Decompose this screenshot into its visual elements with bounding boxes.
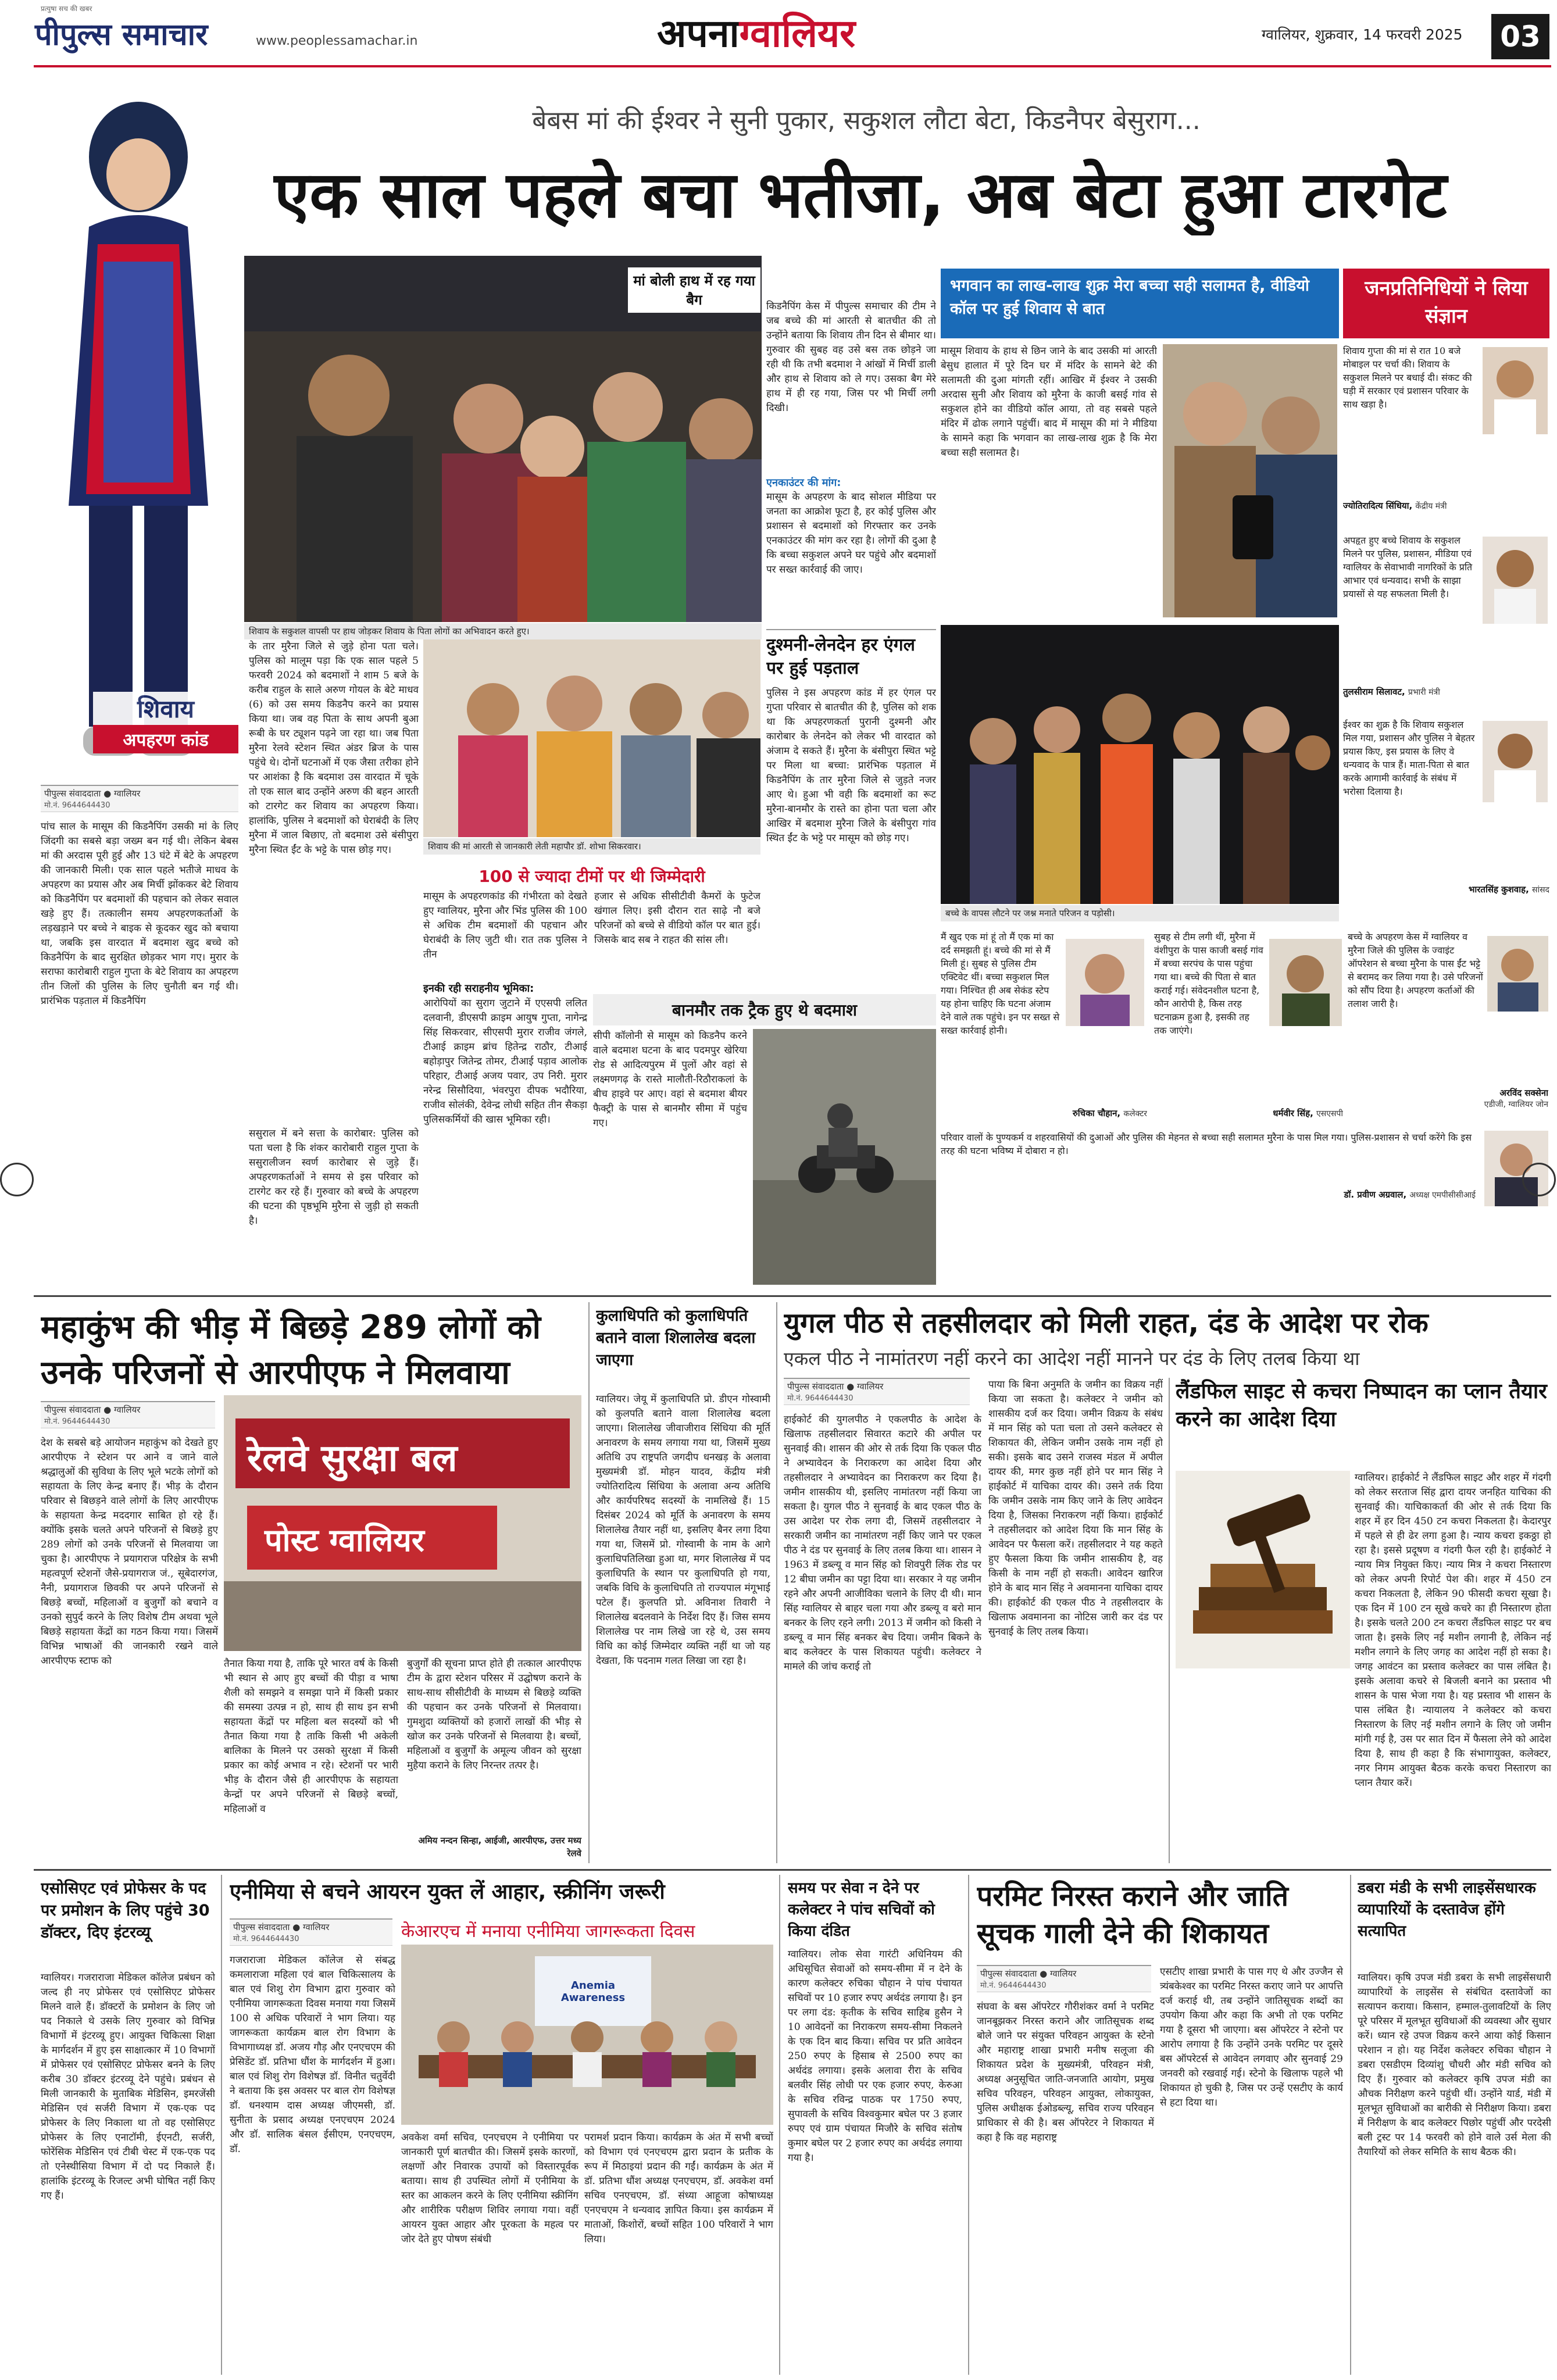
dabra-body: ग्वालियर। कृषि उपज मंडी डबरा के सभी लाइसेंसधारी व्यापारियों के लाइसेंस से संबंधित दस्तावेजों का सत्यापन कराया। किसान, हम्माल-तुलावटियों के लिए पूरे परिसर में मूलभूत सुविधाओं की व्यवस्था और सुधार करें। ध्यान रहे उपज विक्रय करने आया कोई किसान परेशान न हो। यह निर्देश कलेक्टर रुचिका चौहान ने डबरा एसडीएम दिव्यांशु चौधरी और मंडी सचिव को दिए हैं। गुरुवार को कलेक्टर कृषि उपज मंडी का औचक निरीक्षण करने पहुंची थीं। उन्होंने यार्ड, मंडी में मूलभूत सुविधाओं का बारीकी से निरीक्षण किया। डबरा में निरीक्षण के बाद कलेक्टर पिछोर पहुंचीं और परदेसी बली ट्रस्ट पर 14 फरवरी को होने वाले उर्स मेला की तैयारियों को लेकर समिति के साथ बैठक की। [1358, 1972, 1551, 2158]
avatar-kushwah [1483, 721, 1548, 802]
kulaadhi-headline: कुलाधिपति को कुलाधिपति बताने वाला शिलालेख बदला जाएगा [596, 1307, 756, 1369]
yugal-headline: युगल पीठ से तहसीलदार को मिली राहत, दंड के आदेश पर रोक [784, 1307, 1429, 1339]
dushmani-body: पुलिस ने इस अपहरण कांड में हर एंगल पर गुप्ता परिवार से बातचीत की है, पुलिस को शक था कि अपहरणकर्ता पुरानी दुश्मनी और कारोबार के लेनदेन को लेकर भी वारदात को अंजाम दे सकते हैं। मुरैना के बंसीपुरा स्थित भट्टे पर मिला था बच्चा: प्रारंभिक पड़ताल में किडनैपिंग के तार मुरैना जिले से जुड़ते नजर आए थे। हुआ भी वही कि बदमाशों का रूट मुरैना-बानमौर के रास्ते का होना पता चला और आखिर में बदमाश मुरैना जिले के बंसीपुरा गांव स्थित ईंट के भट्टे पर मासूम को छोड़ गए। [766, 687, 936, 844]
quote-collector-name: रुचिका चौहान, कलेक्टर [1072, 1108, 1147, 1118]
badge-name: शिवाय [93, 692, 238, 725]
baanmor-body: सीपी कॉलोनी से मासूम को किडनैप करने वाले बदमाश घटना के बाद पदमपुर खेरिया रोड से आदित्यपुरम में पुलों और वहां से लक्ष्मणगढ़ के रास्ते मालौती-रिठौराकलां के बीच हाइवे पर आए। वहां से बदमाश बीयर फैक्ट्री के पास से बानमौर सीमा में पहुंच गए। [593, 1030, 747, 1129]
quote-collector-text: मैं खुद एक मां हूं तो मैं एक मां का दर्द समझती हूं। बच्चे की मां से मैं मिली हूं। सुबह से पुलिस टीम एक्टिवेट थीं। बच्चा सकुशल मिल गया। निश्चित ही अब सेकंड स्टेप यह होना चाहिए कि घटना अंजाम देने वाले तक पहुंचे। इन पर सख्त से सख्त कार्रवाई होनी। [941, 931, 1060, 1036]
avatar-ssp [1269, 939, 1342, 1026]
s100-body: मासूम के अपहरणकांड की गंभीरता को देखते हुए ग्वालियर, मुरैना और भिंड पुलिस की 100 से अधिक टीम बदमाशों की पहचान और घेराबंदी के लिए जुटी थी। रात तक पुलिस ने तीन [423, 891, 587, 960]
jan-item-1-text: शिवाय गुप्ता की मां से रात 10 बजे मोबाइल पर चर्चा की। शिवाय के सकुशल मिलने पर बधाई दी। संकट की घड़ी में सरकार एवं प्रशासन परिवार के साथ खड़ा है। [1343, 345, 1472, 410]
quote-ssp-name: धर्मवीर सिंह, एसएसपी [1273, 1108, 1343, 1118]
mother-box-head: मां बोली हाथ में रह गया बैग [628, 267, 760, 313]
photo3-caption: बच्चे के वापस लौटने पर जश्न मनाते परिजन व पड़ोसी। [941, 905, 1339, 921]
kulaadhi-body: ग्वालियर। जेयू में कुलाधिपति प्रो. डीएन गोस्वामी को कुलपति बताने वाला शिलालेख बदला जाएगा। शिलालेख जीवाजीराव सिंधिया की मूर्ति अनावरण के समय लगाया गया था, जिसमें मुख्य अतिथि उप राष्ट्रपति जगदीप धनखड़ के अलावा मुख्यमंत्री डॉ. मोहन यादव, केंद्रीय मंत्री ज्योतिरादित्य सिंधिया के अलावा अन्य अतिथि और कार्यपरिषद सदस्यों के नामलिखे हैं। 15 दिसंबर 2024 को मूर्ति के अनावरण के समय शिलालेख तैयार नहीं था, इसलिए बैनर लगा दिया गया था, जिसमें प्रो. गोस्वामी के नाम के आगे कुलाधिपतिलिखा हुआ था, मगर शिलालेख में पद कुलाधिपति के स्थान पर कुलाधिपति हो गया, जबकि विधि के कुलाधिपति तो राज्यपाल मंगूभाई पटेल हैं। कुलपति प्रो. अविनाश तिवारी ने शिलालेख बदलवाने के निर्देश दिए हैं। जिस समय शिलालेख पर नाम लिखे जा रहे थे, उस समय विधि का कोई जिम्मेदार व्यक्ति नहीं था जो यह देखता, कि पदनाम गलत लिखा जा रहा है। [596, 1393, 770, 1667]
s100-head: 100 से ज्यादा टीमों पर थी जिम्मेदारी [478, 867, 705, 886]
jan-item-3-name: भारतसिंह कुशवाह, सांसद [1468, 884, 1549, 895]
website-link[interactable]: www.peoplessamachar.in [256, 34, 418, 48]
dabra-headline: डबरा मंडी के सभी लाइसेंसधारक व्यापारियों के दस्तावेज होंगे सत्यापित [1358, 1879, 1536, 1940]
quote-mpccia-text: परिवार वालों के पुण्यकर्म व शहरवासियों की दुआओं और पुलिस की मेहनत से बच्चा सही सलामत मुरैना के पास मिल गया। पुलिस-प्रशासन से चर्चा करेंगे कि इस तरह की घटना भविष्य में दोबारा न हो। [941, 1132, 1472, 1156]
avatar-scindia [1483, 347, 1548, 434]
logo[interactable]: पीपुल्स समाचार [35, 17, 208, 52]
avatar-collector [1066, 939, 1144, 1026]
encounter-head: एनकाउंटर की मांग: [766, 477, 841, 489]
yugal-deck: एकल पीठ ने नामांतरण नहीं करने का आदेश नहीं मानने पर दंड के लिए तलब किया था [784, 1348, 1360, 1370]
lead-headline: एक साल पहले बचा भतीजा, अब बेटा हुआ टारगेट [274, 158, 1447, 232]
child-photo [34, 87, 243, 785]
jan-item-1-name: ज्योतिरादित्य सिंधिया, केंद्रीय मंत्री [1343, 501, 1447, 511]
anemia-byline: पीपुल्स संवाददाता ● ग्वालियर मो.नं. 9644644430 [230, 1918, 392, 1946]
avatar-adg [1487, 936, 1548, 1012]
samay-body: ग्वालियर। लोक सेवा गारंटी अधिनियम की अधिसूचित सेवाओं को समय-सीमा में न देने के कारण कलेक्टर रुचिका चौहान ने पांच पंचायत सचिवों पर 10 हजार रुपए अर्थदंड लगाया है। इन पर लगा दंड: कृतीक के सचिव साहिब हुसैन ने 10 आवेदनों का निराकरण समय-सीमा निकलने के एक दिन बाद किया। सचिव पर प्रति आवेदन 250 रुपए के हिसाब से 2500 रुपए का अर्थदंड लगाया। इसके अलावा रीरा के सचिव बलवीर सिंह लोधी पर एक हजार रुपए, केरुआ के सचिव रविन्द्र पाठक पर 1750 रुपए, सुपावली के सचिव विश्वकुमार बघेल पर 3 हजार रुपए एवं ग्राम पंचायत मिजौरे के सचिव संतोष कुमार बघेल पर 2 हजार रुपए का अर्थदंड लगाया गया है। [788, 1949, 962, 2164]
photo-cctv-bike [753, 1029, 936, 1285]
badge-tag: अपहरण कांड [93, 725, 238, 753]
anemia-body1: गजराराजा मेडिकल कॉलेज से संबद्ध कमलाराजा महिला एवं बाल चिकित्सालय के बाल एवं शिशु रोग विभाग द्वारा गुरुवार को एनीमिया जागरूकता दिवस मनाया गया जिसमें 100 से अधिक परिवारों ने भाग लिया। यह जागरूकता कार्यक्रम बाल रोग विभाग के विभागाध्यक्ष डॉ. अजय गौड़ और एनएचएम की प्रेसिडेंट डॉ. प्रतिभा धौंश के मार्गदर्शन में हुआ। बाल एवं शिशु रोग विशेषज्ञ डॉ. विनीत चतुर्वेदी ने बताया कि इस अवसर पर बाल रोग विशेषज्ञ डॉ. धनश्याम दास अध्यक्ष जीएमसी, डॉ. सुनीता के प्रसाद अध्यक्ष एनएचएम 2024 और डॉ. सालिक बंसल ईसीएम, एनएचएम, डॉ. [230, 1954, 395, 2155]
lead-kicker: बेबस मां की ईश्वर ने सुनी पुकार, सकुशल लौटा बेटा, किडनैपर बेसुराग... [532, 106, 1201, 135]
divider [1169, 1378, 1170, 1863]
photo-video-call [1163, 344, 1337, 617]
jan-item-3 [1343, 718, 1549, 910]
mother-body: किडनैपिंग केस में पीपुल्स समाचार की टीम ने जब बच्चे की मां आरती से बातचीत की तो उन्होंने बताया कि शिवाय तीन दिन से बीमार था। गुरुवार की सुबह वह उसे बस तक छोड़ने जा रही थी कि तभी बदमाश ने आंखों में मिर्ची डाली और हाथ से शिवाय को ले गए। उसका बैग मेरे हाथ में ही रह गया, जिस पर भी मिर्ची लगी दिखी। [766, 301, 936, 414]
registration-mark [0, 1163, 34, 1196]
divider [1350, 1875, 1351, 2375]
photo-mayor [423, 639, 760, 837]
saraahniya-head: इनकी रही सराहनीय भूमिका: [423, 982, 534, 995]
thanks-head: भगवान का लाख-लाख शुक्र मेरा बच्चा सही सलामत है, वीडियो कॉल पर हुई शिवाय से बात [941, 269, 1339, 338]
masthead [0, 0, 1557, 70]
kumbh-signoff: अमिय नन्दन सिन्हा, आईजी, आरपीएफ, उत्तर मध्य रेलवे [418, 1835, 581, 1859]
dushmani-head: दुश्मनी-लेनदेन हर एंगल पर हुई पड़ताल [766, 635, 915, 678]
photo-celebration [941, 625, 1339, 904]
yugal-body1: हाईकोर्ट की युगलपीठ ने एकलपीठ के आदेश के खिलाफ तहसीलदार सिवारत कटारे की अपील पर सुनवाई की। शासन की ओर से तर्क दिया कि एकल पीठ ने अभ्यावेदन के निराकरण का आदेश दिया और तहसीलदार ने अभ्यावेदन का निराकरण कर दिया है। जमीन शासकीय थी, इसलिए नामांतरण नहीं किया जा सकता है। युगल पीठ ने सुनवाई के बाद एकल पीठ के उस आदेश पर रोक लगा दी, जिसमें तहसीलदार ने सरकारी जमीन का नामांतरण नहीं किए जाने पर एकल पीठ ने दंड पर सुनवाई के लिए तलब किया था। शासन ने 1963 में डब्ल्यू व मान सिंह को शिवपुरी लिंक रोड पर 12 बीघा जमीन का पट्टा दिया था। सरकार ने यह जमीन रहने और अपनी आजीविका चलाने के लिए दी थी। मान सिंह ग्वालियर से बाहर चला गया और डब्ल्यू व बरो मान बनकर के लिए रहने लगी। 2013 में जमीन को किसी ने डब्ल्यू व मान सिंह बनकर बेच दिया। जमीन बिकने के बाद कलेक्टर के पास शिकायत पहुंची। कलेक्टर ने मामले की जांच कराई तो [784, 1414, 981, 1673]
mid-bottom-rule [34, 1869, 1551, 1871]
landfill-headline: लैंडफिल साइट से कचरा निष्पादन का प्लान तैयार करने का आदेश दिया [1176, 1380, 1547, 1431]
page-number: 03 [1491, 14, 1549, 59]
kumbh-body2: तैनात किया गया है, ताकि पूरे भारत वर्ष के किसी भी स्थान से आए हुए बच्चों की पीड़ा व भाषा शैली को समझने व समझा पाने में किसी प्रकार की समस्या उत्पन्न न हो, साथ ही साथ इन सभी सहायता केंद्रों पर महिला बल सदस्यों को भी तैनात किया गया है ताकि किसी भी अकेली बालिका के मिलने पर उसको सुरक्षा में किसी प्रकार का कोई अभाव न रहे। स्टेशनों पर भारी भीड़ के दौरान जैसे ही आरपीएफ के सहायता केन्द्रों पर अपने परिजनों से बिछड़े बच्चों, महिलाओं व [224, 1658, 398, 1815]
quote-adg-text: बच्चे के अपहरण केस में ग्वालियर व मुरैना जिले की पुलिस के ज्वाइंट ऑपरेशन से बच्चा मुरैना के पास ईंट भट्टे से बरामद कर लिया गया है। उसे परिजनों को सौंप दिया है। अपहरण कर्ताओं की तलाश जारी है। [1348, 931, 1483, 1009]
section-prefix: अपना [657, 11, 740, 56]
baanmor-head: बानमौर तक ट्रैक हुए थे बदमाश [593, 994, 936, 1025]
quote-collector [941, 930, 1147, 1122]
quote-ssp [1154, 930, 1343, 1122]
registration-mark [1522, 1163, 1556, 1196]
logo-tagline: प्रत्युषा सच की खबर [41, 5, 92, 13]
yugal-body2: पाया कि बिना अनुमति के जमीन का विक्रय नहीं किया जा सकता है। कलेक्टर ने जमीन को शासकीय दर्ज कर दिया। जमीन विक्रय के संबंध में मान सिंह को पता चला तो उसने कलेक्टर से शिकायत की, लेकिन जमीन उसके नाम नहीं हो सकी। इसके बाद उसने राजस्व मंडल में अपील दायर की, मगर कुछ नहीं होने पर मान सिंह ने हाईकोर्ट में याचिका दायर की। उसने तर्क दिया कि जमीन उसके नाम किए जाने के लिए आवेदन दिया है, जिसका निराकरण नहीं किया। हाईकोर्ट ने तहसीलदार को आदेश दिया कि मान सिंह के आवेदन पर फैसला करें। तहसीलदार ने यह कहते हुए फैसला किया कि जमीन शासकीय है, वह किसी के नाम नहीं हो सकती। आवेदन खारिज होने के बाद मान सिंह ने अवमानना याचिका दायर की। हाईकोर्ट की एकल पीठ ने तहसीलदार के खिलाफ अवमानना का नोटिस जारी कर दंड पर सुनवाई के लिए तलब किया। [988, 1379, 1163, 1638]
samay-headline: समय पर सेवा न देने पर कलेक्टर ने पांच सचिवों को किया दंडित [788, 1879, 935, 1940]
permit-body1: संघवा के बस ऑपरेटर गौरीशंकर वर्मा ने परमिट जानबूझकर निरस्त कराने और जातिसूचक शब्द बोले जाने पर संयुक्त परिवहन आयुक्त के स्टेनो और महाराष्ट्र शाखा प्रभारी मनीष सलूजा की शिकायत प्रदेश के मुख्यमंत्री, परिवहन मंत्री, अध्यक्ष अनुसूचित जाति-जनजाति आयोग, प्रमुख सचिव परिवहन, परिवहन आयुक्त, लोकायुक्त, पुलिस अधीक्षक ईओडब्ल्यू, सचिव राज्य परिवहन प्राधिकार से की है। बस ऑपरेटर ने शिकायत में कहा है कि वह महाराष्ट्र [977, 2001, 1154, 2143]
divider [779, 1875, 780, 2375]
jan-item-3-text: ईश्वर का शुक्र है कि शिवाय सकुशल मिल गया, प्रशासन और पुलिस ने बेहतर प्रयास किए, इस प्रयास के लिए वे धन्यवाद के पात्र हैं। माता-पिता से बात करके आगामी कार्रवाई के संबंध में भरोसा दिलाया है। [1343, 719, 1475, 797]
quote-mpccia [941, 1131, 1551, 1212]
masthead-rule [34, 65, 1551, 67]
quote-adg-name: अरविंद सक्सेना एडीजी, ग्वालियर जोन [1484, 1088, 1548, 1109]
jan-item-2-name: तुलसीराम सिलावट, प्रभारी मंत्री [1343, 687, 1440, 697]
divider [968, 1875, 969, 2375]
jan-head: जनप्रतिनिधियों ने लिया संज्ञान [1343, 269, 1549, 338]
permit-body2: एसटीए शाखा प्रभारी के पास गए थे और उज्जैन से त्र्यंबकेश्वर का परमिट निरस्त कराए जाने पर आपत्ति दर्ज कराई थी, तब उन्होंने जातिसूचक शब्दों का उपयोग किया और कहा कि अभी तो एक परमिट गया है दूसरा भी जाएगा। बस ऑपरेटर ने स्टेनो पर आरोप लगाया है कि उन्होंने उनके परमिट पर दूसरे बस ऑपरेटर्स से आवेदन लगवाए और सुनवाई 29 जनवरी को रखवाई गई। स्टेनो के खिलाफ पहले भी शिकायत हो चुकी है, जिस पर उन्हें एसटीए के कार्य से हटा दिया था। [1160, 1966, 1343, 2109]
lead-body-mid: के तार मुरैना जिले से जुड़े होना पता चले। पुलिस को मालूम पड़ा कि एक साल पहले 5 फरवरी 2024 को बदमाशों ने शाम 5 बजे के करीब राहुल के साले अरुण गोयल के बेटे माधव (6) को उस समय किडनैप करने का प्रयास किया था। जब वह पिता के साथ अपनी बुआ रूबी के घर ट्यूशन पढ़ने जा रहा था। जब पिता मुरैना रेलवे स्टेशन स्थित अंडर ब्रिज के पास पहुंचे थे। दोनों घटनाओं में एक जैसा तरीका होने पर आशंका है कि बदमाश उस वारदात में चूके तो एक साल बाद उन्होंने अरुण की बहन आरती को टारगेट कर शिवाय का अपहरण किया। हालांकि, पुलिस ने बदमाशों को घेराबंदी के लिए मुरैना में जाल बिछाए, तो बदमाश उसे बंसीपुरा मुरैना स्थित ईंट के भट्टे के पास छोड़ गए। [249, 641, 419, 856]
anemia-body2: अवकेश वर्मा सचिव, एनएचएम ने एनीमिया पर जानकारी पूर्ण बातचीत की। जिसमें इसके कारणों, लक्षणों और निवारक उपायों को विस्तारपूर्वक बताया। साथ ही उपस्थित लोगों में एनीमिया के स्तर का आकलन करने के लिए एनीमिया स्क्रीनिंग और शारीरिक परीक्षण शिविर लगाया गया। वहीं आयरन युक्त आहार और पूरकता के महत्व पर जोर देते हुए पोषण संबंधी [401, 2132, 578, 2245]
rpf-sign-sub: पोस्ट ग्वालियर [265, 1522, 424, 1559]
avatar-silawat [1483, 537, 1548, 624]
jan-item-1 [1343, 344, 1549, 530]
rpf-sign-text: रेलवे सुरक्षा बल [247, 1437, 458, 1480]
s100-body2: हजार से अधिक सीसीटीवी कैमरों के फुटेज खंगाल लिए। इसी दौरान रात साढ़े नौ बजे परिजनों को बच्चे से वीडियो कॉल पर बात हुई। जिसके बाद सब ने राहत की सांस ली। [594, 891, 760, 946]
section-title [657, 6, 855, 58]
permit-byline: पीपुल्स संवाददाता ● ग्वालियर मो.नं. 9644644430 [977, 1965, 1151, 1992]
divider [776, 1302, 777, 1863]
photo-anemia-event [401, 1945, 773, 2125]
anemia-subhead: केआरएच में मनाया एनीमिया जागरूकता दिवस [401, 1921, 695, 1942]
photo-rpf-post [224, 1395, 581, 1651]
quote-mpccia-name: डॉ. प्रवीण अग्रवाल, अध्यक्ष एमपीसीसीआई [1344, 1189, 1476, 1200]
saraahniya-body: आरोपियों का सुराग जुटाने में एएसपी ललित दलवानी, डीएसपी क्राइम आयुष गुप्ता, नागेन्द्र सिंह सिकरवार, सीएसपी मुरार राजीव जंगले, टीआई क्राइम ब्रांच हितेन्द्र राठौर, टीआई बहोड़ापुर जितेन्द्र तोमर, टीआई पड़ाव आलोक परिहार, टीआई अजय पवार, उप निरी. मुरार नरेन्द्र सिसौदिया, भंवरपुरा दीपक भदौरिया, राजीव सोलंकी, देवेन्द्र लोधी सहित तीन सैकड़ा पुलिसकर्मियों की खास भूमिका रही। [423, 998, 587, 1125]
kumbh-body3: बुजुर्गों की सूचना प्राप्त होते ही तत्काल आरपीएफ टीम के द्वारा स्टेशन परिसर में उद्घोषण कराने के साथ-साथ सीसीटीवी के माध्यम से बिछड़े व्यक्ति की पहचान कर उनके परिजनों से मिलवाया। गुमशुदा व्यक्तियों को हजारों लाखों की भीड़ से खोज कर उनके परिजनों से मिलवाया है। बच्चों, महिलाओं व बुजुर्गों के अमूल्य जीवन को सुरक्षा मुहैया कराने के लिए निरन्तर तत्पर है। [407, 1658, 581, 1771]
lead-byline: पीपुल्स संवाददाता ● ग्वालियर मो.नं. 9644644430 [41, 785, 238, 812]
photo2-caption: शिवाय की मां आरती से जानकारी लेती महापौर डॉ. शोभा सिकरवार। [423, 838, 760, 855]
yugal-byline: पीपुल्स संवाददाता ● ग्वालियर मो.नं. 9644644430 [784, 1378, 970, 1405]
lead-body-mid2: ससुराल में बने सत्ता के कारोबार: पुलिस को पता चला है कि शंकर कारोबारी राहुल गुप्ता के ससुरालीजन स्वर्ण कारोबार से जुड़े हैं। अपहरणकर्ताओं ने समय से इस परिवार को टारगेट कर रहे हैं। गुरुवार को बच्चे के अपहरण की घटना की पृष्ठभूमि मुरैना से जुड़ी हो सकती है। [249, 1128, 419, 1227]
rule [766, 629, 936, 630]
photo1-caption: शिवाय के सकुशल वापसी पर हाथ जोड़कर शिवाय के पिता लोगों का अभिवादन करते हुए। [244, 623, 762, 639]
anemia-headline: एनीमिया से बचने आयरन युक्त लें आहार, स्क्रीनिंग जरूरी [230, 1880, 665, 1904]
kumbh-body1: देश के सबसे बड़े आयोजन महाकुंभ को देखते हुए आरपीएफ ने स्टेशन पर आने व जाने वाले श्रद्धालुओं की सुविधा के लिए भूले भटके लोगों को सहायता के लिए केन्द्र बनाए हैं। भीड़ के दौरान परिवार से बिछड़ने वाले लोगों के लिए आरपीएफ के सहायता केन्द्र मददगार साबित हो रहे हैं। क्योंकि इसके चलते अपने परिजनों से बिछड़े हुए 289 लोगों को उनके परिजनों से मिलवाया जा चुका है। आरपीएफ ने प्रयागराज परिक्षेत्र के सभी महत्वपूर्ण स्टेशनों जैसे-प्रयागराज जं., सूबेदारगंज, नैनी, प्रयागराज छिवकी पर अपने परिजनों से बिछड़े बच्चों, महिलाओं व बुजुर्गों को बचाने व उनको सुपुर्द करने के लिए विशेष टीम अथवा भूले बिछड़े सहायता केंद्रों का गठन किया गया। जिसमें विभिन्न भाषाओं की जानकारी रखने वाले आरपीएफ स्टाफ को [41, 1437, 218, 1667]
quote-ssp-text: सुबह से टीम लगी थीं, मुरैना में वंशीपुरा के पास काजी बसई गांव में बच्चा सरपंच के पास पहुंचा गया था। बच्चे की पिता से बात कराई गई। संवेदनशील घटना है, कौन आरोपी है, किस तरह घटनाक्रम हुआ है, इसकी तह तक जाएंगे। [1154, 931, 1263, 1036]
kumbh-byline: पीपुल्स संवाददाता ● ग्वालियर मो.नं. 9644644430 [41, 1401, 215, 1428]
lead-bottom-rule [34, 1295, 1551, 1297]
landfill-body: ग्वालियर। हाईकोर्ट ने लैंडफिल साइट और शहर में गंदगी को लेकर सरताज सिंह द्वारा दायर जनहित याचिका की सुनवाई की। याचिकाकर्ता की ओर से तर्क दिया कि शहर में हर दिन 450 टन कचरा निकलता है। केदारपुर में पहले से ही ढेर लगा हुआ है। न्याय कचरा इकठ्ठा हो रहा है। इससे प्रदूषण व गंदगी फैल रही है। हाईकोर्ट ने न्याय मित्र नियुक्त किए। न्याय मित्र ने कचरा निस्तारण को लेकर अपनी रिपोर्ट पेश की। शहर में 450 टन कचरा निकलता है, लेकिन 90 फीसदी कचरा सूखा है। एक दिन में 100 टन सूखे कचरे का ही निस्तारण होता है। इसके चलते 200 टन कचरा लैंडफिल साइट पर बच जाता है। इसके लिए नई मशीन लगानी है, लेकिन नई मशीन लगाने के लिए जगह का आदेश नहीं हो सका है। जगह आवंटन का प्रस्ताव कलेक्टर का पास लंबित है। इसके अलावा कचरे से बिजली बनाने का प्रस्ताव भी शासन के पास भेजा गया है। यह प्रस्ताव भी शासन के पास लंबित है। न्यायालय ने कलेक्टर को कचरा निस्तारण के लिए नई मशीन लगाने के लिए जो जमीन मांगी गई है, उस पर सात दिन में फैसला लेने को आदेश दिया है, साथ ही कहा है कि संभागायुक्त, कलेक्टर, नगर निगम आयुक्त बैठक करके कचरा निस्तारण का प्लान तैयार करें। [1355, 1472, 1551, 1789]
divider [588, 1302, 590, 1863]
anemia-body3: परामर्श प्रदान किया। कार्यक्रम के अंत में सभी बच्चों को विभाग एवं एनएचएम द्वारा प्रदान के प्रतीक के रूप में मिठाइयां प्रदान की गईं। कार्यक्रम के अंत में डॉ. प्रतिभा धौंश अध्यक्ष एनएचएम, डॉ. अवकेश वर्मा सचिव एनएचएम, डॉ. संध्या आहूजा कोषाध्यक्ष एनएचएम ने धन्यवाद ज्ञापित किया। इस कार्यक्रम में माताओं, किशोरों, बच्चों सहित 100 परिवारों ने भाग लिया। [584, 2132, 773, 2245]
encounter-body: मासूम के अपहरण के बाद सोशल मीडिया पर जनता का आक्रोश फूटा है, हर कोई पुलिस और प्रशासन से बदमाशों को गिरफ्तार कर उनके एनकाउंटर की मांग कर रहा है। लोगों की दुआ है कि बच्चा सकुशल अपने घर पहुंचे और बदमाशों पर सख्त कार्रवाई की जाए। [766, 491, 936, 576]
divider [221, 1875, 222, 2375]
anemia-banner-text: Anemia Awareness [560, 1979, 626, 2004]
permit-headline: परमिट निरस्त कराने और जाति सूचक गाली देने की शिकायत [977, 1880, 1288, 1950]
thanks-body: मासूम शिवाय के हाथ से छिन जाने के बाद उसकी मां आरती बेसुध हालात में पूरे दिन घर में मंदिर के सामने बेटे की सलामती की दुआ मांगती रहीं। आखिर में ईश्वर ने उसकी अरदास सुनी और शिवाय को मुरैना के काजी बसई गांव से सकुशल होने का वीडियो कॉल आया, तो वह सबसे पहले मंदिर में ढोक लगाने पहुंचीं। बाद में मासूम की मां ने मीडिया के सामने कहा कि भगवान का लाख-लाख शुक्र है कि मेरा बच्चा सही सलामत है। [941, 345, 1157, 459]
quote-adg [1348, 930, 1551, 1122]
kumbh-headline: महाकुंभ की भीड़ में बिछड़े 289 लोगों को उनके परिजनों से आरपीएफ ने मिलवाया [41, 1309, 541, 1392]
associate-body: ग्वालियर। गजराराजा मेडिकल कॉलेज प्रबंधन को जल्द ही नए प्रोफेसर एवं एसोसिएट प्रोफेसर मिलने वाले हैं। डॉक्टरों के प्रमोशन के लिए जो पद निकाले थे उसके लिए गुरुवार को विभिन्न विभागों में इंटरव्यू हुए। आयुक्त चिकित्सा शिक्षा के मार्गदर्शन में हुए इस साक्षात्कार में 10 विभागों में प्रोफेसर एवं एसोसिएट प्रोफेसर बनने के लिए करीब 30 डॉक्टर इंटरव्यू देने पहुंचे। प्रबंधन से मिली जानकारी के मुताबिक मेडिसिन, इमरजेंसी मेडिसिन एवं सर्जरी विभाग में एक-एक पद प्रोफेसर के लिए निकाला था तो वह एसोसिएट प्रोफेसर के लिए एनाटॉमी, ईएनटी, सर्जरी, फोरेंसिक मेडिसिन एवं टीबी चेस्ट में एक-एक पद तो एनेस्थीसिया विभाग में दो पद निकाले हैं। हालांकि इंटरव्यू के रिजल्ट अभी घोषित नहीं किए गए हैं। [41, 1972, 215, 2202]
lead-body-left: पांच साल के मासूम की किडनैपिंग उसकी मां के लिए जिंदगी का सबसे बड़ा जख्म बन गई थी। लेकिन बेबस मां की अरदास पूरी हुई और 13 घंटे में बेटे के अपहरण की जानकारी मिली। एक साल पहले भतीजे माधव के अपहरण का प्रयास और अब मिर्ची झोंककर बेटे शिवाय को किडनैपिंग पर बदमाशों की पहचान को लेकर सवाल खड़े हुए हैं। तत्कालीन समय अपहरणकर्ताओं के लड़खड़ाने पर बच्चे ने बाइक से कूदकर खुद को बचाया था, जबकि इस वारदात में बदमाश खुद बच्चे को किडनैपिंग के बाद सुरक्षित छोड़कर भाग गए। मुरार के सराफा कारोबारी राहुल गुप्ता के बेटे शिवाय का अपहरण तीन जिलों की पुलिस के लिए चुनौती बन गई थी। प्रारंभिक पड़ताल में किडनैपिंग [41, 821, 238, 1007]
jan-item-2 [1343, 534, 1549, 708]
story-badge [93, 692, 238, 753]
photo-gavel-books [1176, 1471, 1350, 1668]
jan-item-2-text: अपहृत हुए बच्चे शिवाय के सकुशल मिलने पर पुलिस, प्रशासन, मीडिया एवं ग्वालियर के सेवाभावी नागरिकों के प्रति आभार एवं धन्यवाद। सभी के साझा प्रयासों से यह सफलता मिली है। [1343, 535, 1473, 599]
dateline: ग्वालियर, शुक्रवार, 14 फरवरी 2025 [1262, 26, 1463, 43]
associate-headline: एसोसिएट एवं प्रोफेसर के पद पर प्रमोशन के लिए पहुंचे 30 डॉक्टर, दिए इंटरव्यू [41, 1879, 210, 1942]
section-main: ग्वालियर [739, 11, 856, 56]
